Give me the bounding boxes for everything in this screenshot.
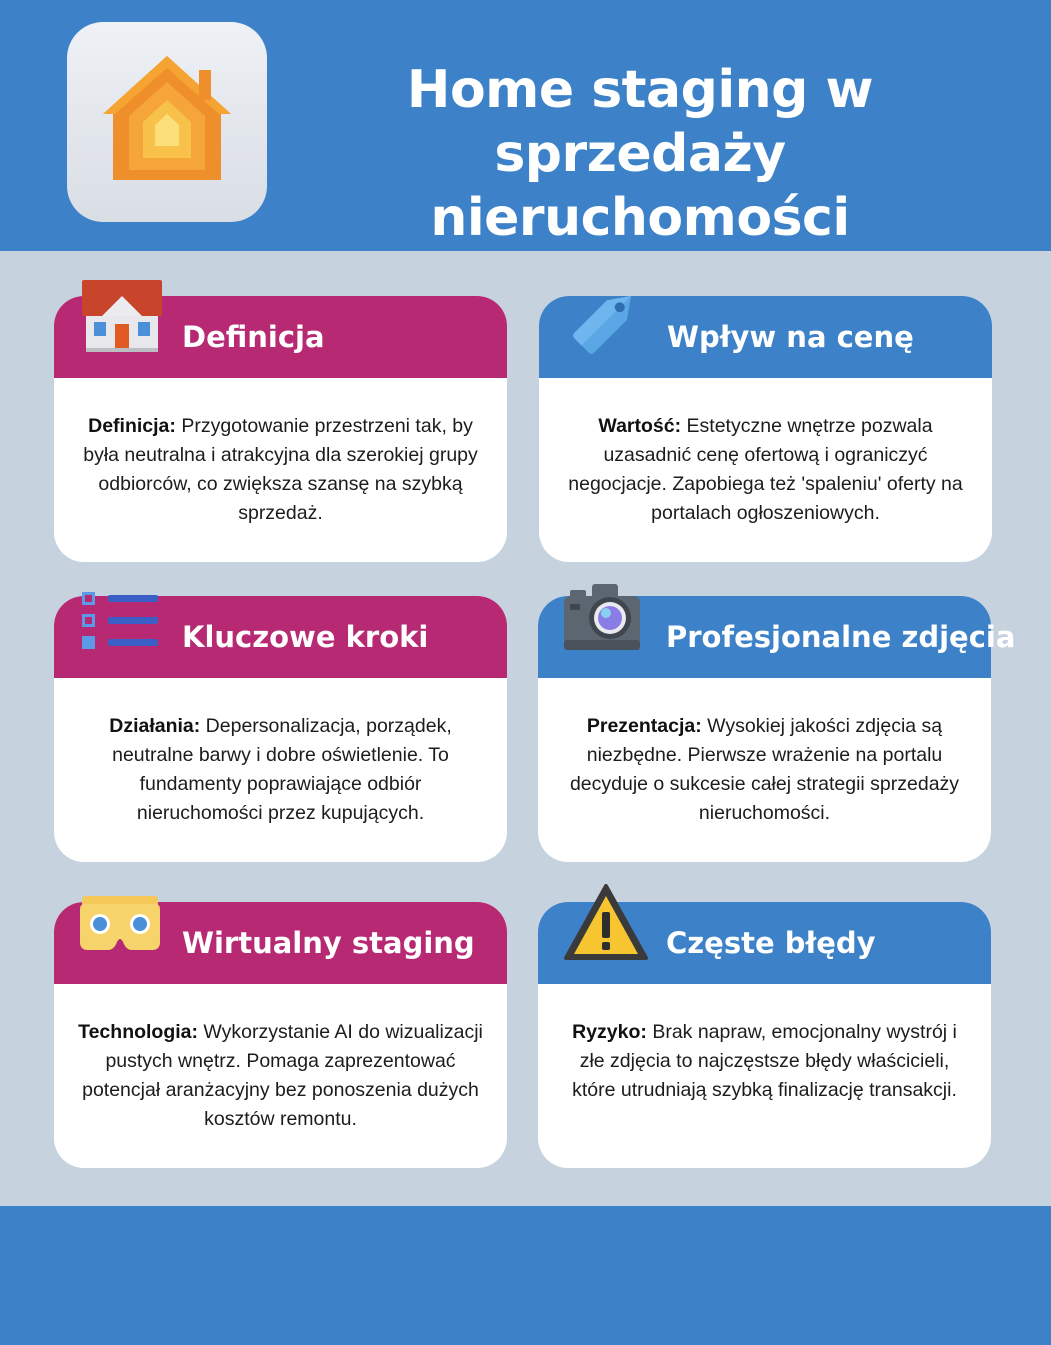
price-tag-icon: [565, 278, 649, 362]
home-icon: [95, 52, 239, 184]
camera-icon: [564, 578, 648, 662]
card-label: Ryzyko:: [572, 1021, 647, 1043]
card-body: [76, 1018, 485, 1134]
card-label: Prezentacja:: [586, 715, 702, 737]
card-body: [76, 412, 485, 528]
card-label: Technologia:: [78, 1021, 199, 1043]
card-body: [76, 712, 485, 828]
card-title: Wirtualny staging: [182, 926, 475, 960]
card-body: [560, 1018, 969, 1105]
page-title: [300, 58, 980, 250]
title-line-1: Home staging w: [406, 60, 874, 120]
card-title: Kluczowe kroki: [182, 620, 429, 654]
card-text: Estetyczne wnętrze pozwala uzasadnić cenę ofertową i ograniczyć negocjacje. Zapobiega też 'spaleniu' oferty na portalach ogłoszeniowych.: [568, 415, 963, 524]
card-text: Depersonalizacja, porządek, neutralne barwy i dobre oświetlenie. To fundamenty poprawiające odbiór nieruchomości przez kupujących.: [112, 715, 452, 824]
card-text: Wykorzystanie AI do wizualizacji pustych wnętrz. Pomaga zaprezentować potencjał aranżacyjny bez ponoszenia dużych kosztów remontu.: [82, 1021, 483, 1130]
card-professional-photos: [538, 596, 1016, 862]
card-key-steps: [54, 596, 507, 862]
card-text: Przygotowanie przestrzeni tak, by była neutralna i atrakcyjna dla szerokiej grupy odbiorców, co zwiększa szansę na szybką sprzedaż.: [83, 415, 478, 524]
card-title: Definicja: [182, 320, 325, 354]
checklist-icon: [80, 578, 164, 662]
card-body: [561, 412, 970, 528]
card-label: Definicja:: [88, 415, 176, 437]
vr-headset-icon: [80, 884, 164, 968]
card-price-impact: [539, 296, 992, 562]
home-app-icon: [67, 22, 267, 222]
card-label: Wartość:: [598, 415, 682, 437]
card-title: Wpływ na cenę: [667, 320, 914, 354]
card-body: [560, 712, 969, 828]
card-common-mistakes: [538, 902, 991, 1168]
card-definition: [54, 296, 507, 562]
card-label: Działania:: [109, 715, 201, 737]
card-title: Profesjonalne zdjęcia: [666, 620, 1016, 654]
card-text: Wysokiej jakości zdjęcia są niezbędne. Pierwsze wrażenie na portalu decyduje o sukcesie całej strategii sprzedaży nieruchomości.: [569, 715, 960, 824]
title-line-2: sprzedaży nieruchomości: [430, 124, 850, 248]
header-banner: [0, 0, 1051, 251]
house-icon: [80, 278, 164, 362]
footer-banner: [0, 1206, 1051, 1345]
card-title: Częste błędy: [666, 926, 876, 960]
warning-icon: [564, 884, 648, 968]
card-text: Brak napraw, emocjonalny wystrój i złe zdjęcia to najczęstsze błędy właścicieli, które utrudniają szybką finalizację transakcji.: [572, 1021, 957, 1101]
card-virtual-staging: [54, 902, 507, 1168]
